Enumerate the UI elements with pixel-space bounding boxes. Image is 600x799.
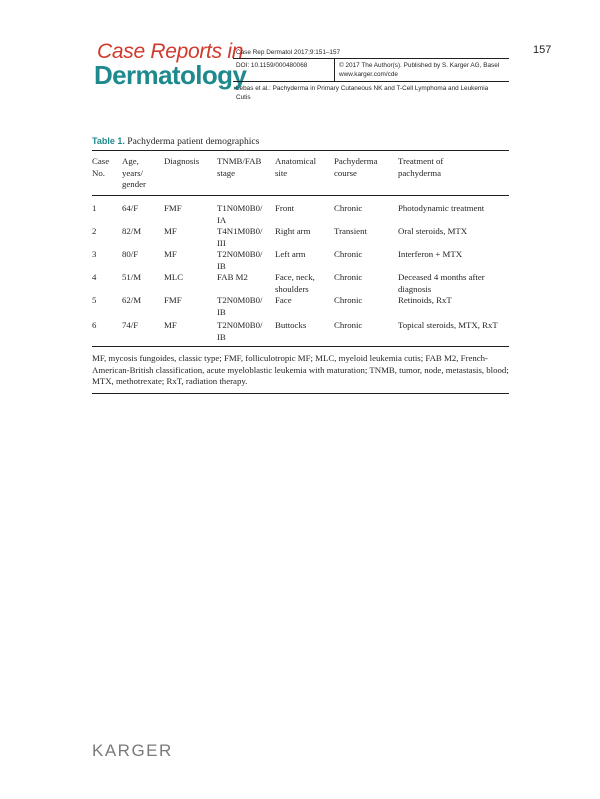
website: www.karger.com/cde <box>339 70 398 78</box>
running-title-line2: Cutis <box>236 93 251 101</box>
publisher-logo: KARGER <box>92 741 173 760</box>
footnote-rule <box>92 393 509 394</box>
journal-logo-line1: Case Reports in <box>97 40 244 63</box>
header-course: Pachyderma course <box>334 156 378 178</box>
table-footnote: MF, mycosis fungoides, classic type; FMF, folliculotropic MF; MLC, myeloid leukemia cutis; FAB M2, French-American-British classification, acute myeloblastic leukemia with maturation; TNMB, tumor, node, metastasis, blood; MTX, methotrexate; RxT, radiation therapy. <box>92 353 509 387</box>
citation: Case Rep Dermatol 2017;9:151–157 <box>236 49 341 56</box>
running-title-line1: Lebas et al.: Pachyderma in Primary Cutaneous NK and T-Cell Lymphoma and Leukemia <box>236 85 489 92</box>
header-stage: TNMB/FAB stage <box>217 156 262 178</box>
journal-logo-line2: Dermatology <box>94 60 247 90</box>
header-rule-top <box>233 58 509 59</box>
header-treatment: Treatment of pachyderma <box>398 156 444 178</box>
table-top-rule <box>92 150 509 151</box>
table-header-rule <box>92 195 509 196</box>
doi: DOI: 10.1159/000480068 <box>236 62 308 69</box>
header-divider <box>334 58 335 81</box>
page-number: 157 <box>533 44 552 56</box>
header-rule-mid <box>233 81 509 82</box>
table-caption <box>92 136 259 147</box>
header-diagnosis: Diagnosis <box>164 156 200 166</box>
table-title: Pachyderma patient demographics <box>127 136 260 147</box>
table-bottom-rule <box>92 346 509 347</box>
copyright: © 2017 The Author(s). Published by S. Karger AG, Basel <box>339 62 500 69</box>
header-site: Anatomical site <box>275 156 317 178</box>
header-case: Case No. <box>92 156 110 178</box>
table-label: Table 1. <box>92 136 125 146</box>
header-age: Age, years/ gender <box>122 156 146 189</box>
